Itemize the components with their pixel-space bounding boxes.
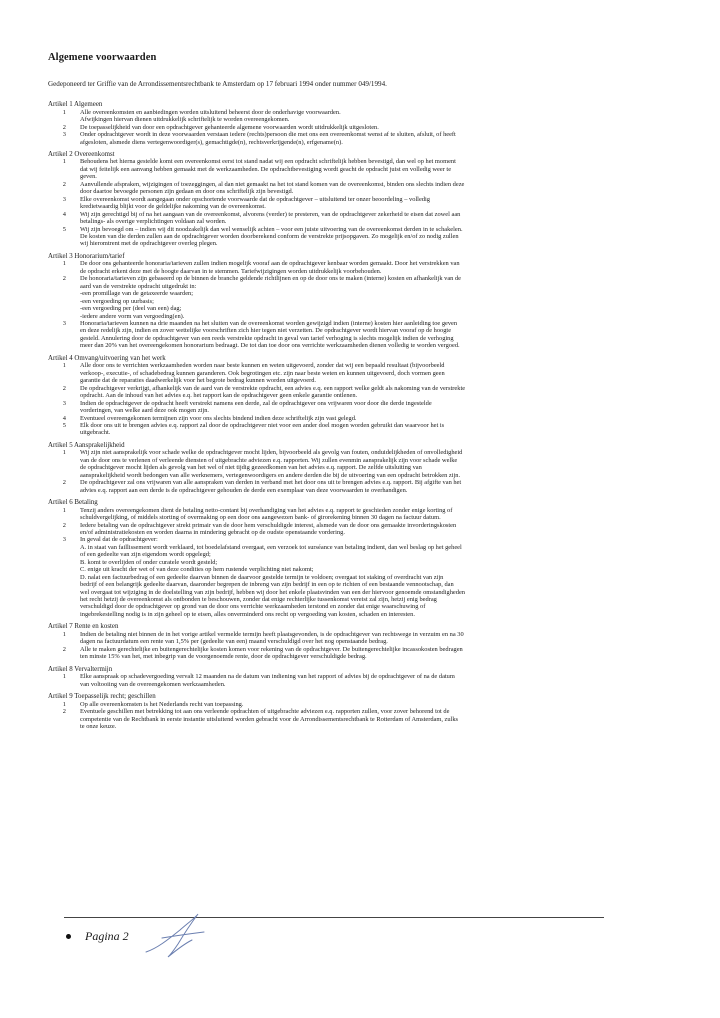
article-heading: Artikel 5 Aansprakelijkheid	[48, 441, 125, 449]
clause-line: verschuldigd door de opdrachtgever op grond van de door ons verrichte werkzaamheden terstond en zonder dat enige waarschuwing of	[80, 603, 426, 611]
clause-number: 2	[62, 521, 66, 529]
clause-number: 1	[62, 700, 66, 708]
clause-number: 1	[62, 108, 66, 116]
clause-line: dagen na factuurdatum een rente van 1,5% per (gedeelte van een) maand verschuldigd over het nog openstaande bedrag.	[80, 638, 388, 646]
clause-line: de opdracht erkent deze met de hoogte daarvan in te stemmen. Tariefwijzigingen worden uitdrukkelijk voorbehouden.	[80, 267, 382, 275]
clause-line: wel overgaat tot wijziging in de doelstelling van zijn bedrijf, hebben wij door het enkele plaatsvinden van een der hiervoor genoemde omstandigheden	[80, 588, 465, 596]
article-clause	[48, 131, 688, 146]
article-clause	[48, 449, 688, 479]
clause-line: aard van de verstrekte opdracht uitgedrukt in:	[80, 282, 197, 290]
clause-number: 2	[62, 384, 66, 392]
clause-line: de opdrachtgever mocht lijden als gevolg van het wel of niet tijdig gezeedkomen van het advies e.q. rapport. De zelfde uitsluiting van	[80, 464, 422, 472]
article-clause	[48, 708, 688, 730]
clause-text	[80, 320, 688, 350]
clause-text	[80, 226, 688, 248]
clause-line: van de door ons te verlenen of verleende diensten of uitgebrachte adviezen e.q. rapporten. Wij zullen evenmin aansprakelijk zijn voor schade welke	[80, 456, 458, 464]
clause-text	[80, 211, 688, 226]
clause-line: De toepasselijkheid van door een opdrachtgever gehanteerde algemene voorwaarden wordt uitdrukkelijk uitgesloten.	[80, 123, 379, 131]
clause-number: 1	[62, 260, 66, 268]
article-clause	[48, 646, 688, 661]
clause-text	[80, 131, 688, 146]
article-clause	[48, 673, 688, 688]
clause-line: en/of administratiekosten en worden daarna in mindering gebracht op de oudste openstaande vordering.	[80, 528, 345, 536]
clause-number: 1	[62, 449, 66, 457]
clause-line: C. enige uit kracht der wet of van deze condities op hem rustende verplichting niet nakomt;	[80, 566, 314, 574]
clause-line: garantie dat de reparaties daadwerkelijk voor het begrote bedrag kunnen worden uitgevoerd.	[80, 377, 317, 385]
article-clause	[48, 701, 688, 708]
clause-text	[80, 708, 688, 730]
clause-line: verkoop-, executie-, of schadebedrag kunnen garanderen. Ook begrotingen etc. zijn naar beste weten en kunnen uitgevoerd, doch vormen geen	[80, 369, 445, 377]
page-footer	[66, 929, 129, 944]
article-heading: Artikel 8 Vervaltermijn	[48, 665, 113, 673]
clause-line: Indien de betaling niet binnen de in het vorige artikel vermelde termijn heeft plaatsgevonden, is de opdrachtgever van rechtswege in verzuim en na 30	[80, 630, 464, 638]
clause-line: vorderingen, van welke aard deze ook mogen zijn.	[80, 407, 210, 415]
clause-text	[80, 631, 688, 646]
clause-line: schuldvergelijking, of middels storting of overmaking op een door ons aangewezen bank- of girorekening binnen 30 dagen na factuur datum.	[80, 514, 441, 522]
clause-text	[80, 479, 688, 494]
clause-line: Op alle overeenkomsten is het Nederlands recht van toepassing.	[80, 700, 244, 708]
article-clause	[48, 536, 688, 618]
clause-text	[80, 362, 688, 384]
clause-line: van voltooiing van de overeengekomen werkzaamheden.	[80, 680, 226, 688]
clause-number: 1	[62, 362, 66, 370]
article-section	[48, 693, 688, 731]
clause-text	[80, 196, 688, 211]
clause-number: 2	[62, 645, 66, 653]
clause-line: -een promillage van de getaxeerde waarden;	[80, 290, 194, 298]
clause-number: 3	[62, 536, 66, 544]
clause-line: gesteld. Annulering door de opdrachtgever van een reeds verstrekte opdracht in geval van tarief verhoging is slechts mogelijk indien de verhoging	[80, 334, 454, 342]
clause-line: B. komt te overlijden of onder curatele wordt gesteld;	[80, 558, 218, 566]
article-clause	[48, 320, 688, 350]
clause-number: 2	[62, 275, 66, 283]
signature-mark	[140, 908, 210, 960]
clause-line: Alle overeenkomsten en aanbiedingen worden uitsluitend beheerst door de onderhavige voorwaarden.	[80, 108, 341, 116]
clause-text	[80, 422, 688, 437]
clause-line: Wij zijn gerechtigd bij of na het aangaan van de overeenkomst, alvorens (verder) te presteren, van de opdrachtgever zekerheid te eisen dat zowel aan	[80, 210, 461, 218]
article-section	[48, 151, 688, 248]
clause-text	[80, 158, 688, 180]
clause-line: bedrijf of een belangrijk gedeelte daarvan, daaronder begrepen de inbreng van zijn bedrijf in een op te richten of een bestaande vennootschap, dan	[80, 581, 454, 589]
clause-text	[80, 109, 688, 124]
clause-line: afgesloten, alsmede diens vertegenwoordiger(s), gemachtigde(n), rechtsverkrijgende(n), erfgename(n).	[80, 138, 343, 146]
clause-text	[80, 522, 688, 537]
clause-line: De door ons gehanteerde honoraria/tarieven zullen indien mogelijk vooraf aan de opdrachtgever kenbaar worden gemaakt. Door het verstrekken van	[80, 260, 460, 268]
clause-line: opdracht. Aan de inhoud van het advies e.q. het rapport kan de opdrachtgever geen enkele garantie ontlenen.	[80, 392, 358, 400]
clause-line: Tenzij anders overeengekomen dient de betaling netto-contant bij overhandiging van het advies e.q. rapport te geschieden zonder enige korting of	[80, 506, 453, 514]
clause-line: De honoraria/tarieven zijn gebaseerd op de binnen de branche geldende richtlijnen en op de door ons te maken (interne) kosten en afhankelijk van de	[80, 275, 461, 283]
article-clause	[48, 226, 688, 248]
article-heading: Artikel 7 Rente en kosten	[48, 623, 119, 631]
clause-text	[80, 275, 688, 320]
article-clause	[48, 522, 688, 537]
clause-line: betalings- als overige verplichtingen voldaan zal worden.	[80, 218, 227, 226]
article-heading: Artikel 6 Betaling	[48, 498, 98, 506]
article-section	[48, 623, 688, 661]
clause-line: D. nalat een factuurbedrag of een gedeelte daarvan binnen de daarvoor gestelde termijn te voldoen; overgaat tot staking of overdracht van zijn	[80, 573, 444, 581]
clause-line: Alle door ons te verrichten werkzaamheden worden naar beste kunnen en weten uitgevoerd, zonder dat wij een bepaald resultaat (bijvoorbeeld	[80, 362, 445, 370]
clause-line: De kosten van die derden zullen aan de opdrachtgever worden doorberekend conform de verstrekte prijsopgaven. Zo mogelijk en/of zo nodig zullen	[80, 233, 459, 240]
clause-line: A. in staat van faillissement wordt verklaard, tot boedelafstand overgaat, een verzoek tot surséance van betaling indient, dan wel beslag op het geheel	[80, 543, 462, 551]
clause-number: 4	[62, 414, 66, 422]
article-clause	[48, 385, 688, 400]
article-section	[48, 253, 688, 350]
clause-line: Elke aanspraak op schadevergoeding vervalt 12 maanden na de datum van indiening van het rapport of advies bij de opdrachtgever of na de datum	[80, 673, 455, 681]
clause-text	[80, 507, 688, 522]
clause-line: advies e.q. rapport aan een derde is de opdrachtgever gehouden de derde een exemplaar van deze voorwaarden te overhandigen.	[80, 486, 408, 494]
clause-line: uitgebracht.	[80, 429, 111, 437]
clause-text	[80, 385, 688, 400]
clause-line: dat wij feitelijk een aanvang hebben gemaakt met de werkzaamheden. De opdrachtbevestiging wordt geacht de opdracht juist en volledig weer te	[80, 165, 452, 173]
clause-number: 2	[62, 180, 66, 188]
article-clause	[48, 211, 688, 226]
clause-number: 1	[62, 673, 66, 681]
article-clause	[48, 400, 688, 415]
clause-line: In geval dat de opdrachtgever:	[80, 536, 158, 544]
clause-line: Honoraria/tarieven kunnen na drie maanden na het sluiten van de overeenkomst worden gewijzigd indien (interne) kosten hier aanleiding toe geven	[80, 320, 458, 328]
article-clause	[48, 362, 688, 384]
clause-number: 5	[62, 225, 66, 233]
article-clause	[48, 415, 688, 422]
clause-line: het recht hetzij de overeenkomst als ontbonden te beschouwen, zonder dat enige rechterlijke tussenkomst vereist zal zijn, hetzij enig bedrag	[80, 596, 437, 604]
clause-line: Behoudens het hierna gestelde komt een overeenkomst eerst tot stand nadat wij een opdracht schriftelijk hebben bevestigd, dan wel op het moment	[80, 158, 456, 166]
clause-number: 5	[62, 421, 66, 429]
article-clause	[48, 109, 688, 124]
article-clause	[48, 422, 688, 437]
clause-number: 2	[62, 479, 66, 487]
clause-line: ingebrekestelling nodig is in zijn geheel op te eisen, alles onverminderd ons recht op vergoeding van kosten, schaden en interesten.	[80, 610, 415, 618]
article-heading: Artikel 9 Toepasselijk recht; geschillen	[48, 692, 156, 700]
article-clause	[48, 260, 688, 275]
clause-text	[80, 260, 688, 275]
clause-line: Eventueel overeengekomen termijnen zijn voor ons slechts bindend indien deze schriftelijk zijn vast gelegd.	[80, 414, 357, 422]
clause-number: 1	[62, 506, 66, 514]
clause-line: Eventuele geschillen met betrekking tot aan ons verleende opdrachten of uitgebrachte adviezen e.q. rapporten zullen, voor zover behorend tot de	[80, 708, 450, 716]
clause-text	[80, 124, 688, 131]
clause-line: Elke overeenkomst wordt aangegaan onder opschortende voorwaarde dat de opdrachtgever – uitsluitend ter onzer beoordeling – volledig	[80, 195, 430, 203]
clause-line: aansprakelijkheid wordt bedongen van alle werknemers, vertegenwoordigers en andere derden die bij de uitvoering van een opdracht betrokken zijn.	[80, 471, 461, 479]
clause-text	[80, 646, 688, 661]
clause-text	[80, 536, 688, 618]
clause-number: 4	[62, 210, 66, 218]
clause-line: geven.	[80, 173, 97, 181]
clause-line: door daartoe bevoegde personen zijn gedaan en door ons schriftelijk zijn bevestigd.	[80, 188, 294, 196]
article-heading: Artikel 2 Overeenkomst	[48, 150, 115, 158]
article-clause	[48, 181, 688, 196]
clause-text	[80, 415, 688, 422]
article-clause	[48, 507, 688, 522]
clause-line: -iedere andere vorm van vergoeding(en).	[80, 312, 185, 320]
article-clause	[48, 196, 688, 211]
clause-line: Wij zijn bevoegd om – indien wij dit noodzakelijk dan wel wenselijk achten – voor een juiste uitvoering van de overeenkomst derden in te schakelen.	[80, 225, 463, 233]
article-clause	[48, 158, 688, 180]
clause-text	[80, 701, 688, 708]
article-heading: Artikel 4 Omvang/uitvoering van het werk	[48, 354, 166, 362]
article-section	[48, 442, 688, 494]
clause-text	[80, 400, 688, 415]
clause-number: 3	[62, 399, 66, 407]
clause-line: competentie van de Rechtbank in eerste instantie uitsluitend worden gebracht voor de Arrondissementsrechtbank te Rotterdam of Amsterdam, zulks	[80, 715, 459, 723]
clause-line: Indien de opdrachtgever de opdracht heeft verstrekt namens een derde, zal de opdrachtgever ons vrijwaren voor door die derde ingestelde	[80, 399, 432, 407]
article-clause	[48, 124, 688, 131]
clause-line: wij hieromtrent met de opdrachtgever overleg plegen.	[80, 240, 218, 248]
document-title: Algemene voorwaarden	[48, 52, 157, 63]
clause-line: Afwijkingen hiervan dienen uitdrukkelijk schriftelijk te worden overeengekomen.	[80, 116, 290, 124]
clause-line: kredietwaardig blijkt voor de geldelijke nakoming van de overeenkomst.	[80, 203, 266, 211]
bullet-icon	[66, 934, 71, 939]
clause-number: 3	[62, 131, 66, 139]
clause-number: 1	[62, 158, 66, 166]
articles-list	[48, 101, 688, 735]
clause-line: Wij zijn niet aansprakelijk voor schade welke de opdrachtgever mocht lijden, bijvoorbeeld als gevolg van fouten, onduidelijkheden of onvolledigheid	[80, 449, 463, 457]
article-section	[48, 666, 688, 689]
article-section	[48, 101, 688, 146]
clause-line: -een vergoeding per (deel van een) dag;	[80, 305, 182, 313]
clause-text	[80, 449, 688, 479]
article-heading: Artikel 3 Honorarium/tarief	[48, 252, 125, 260]
clause-number: 2	[62, 708, 66, 716]
clause-line: -een vergoeding op uurbasis;	[80, 297, 154, 305]
clause-line: Alle te maken gerechtelijke en buitengerechtelijke kosten komen voor rekening van de opdrachtgever. De buitengerechtelijke incassokosten bedragen	[80, 645, 463, 653]
clause-line: Elk door ons uit te brengen advies e.q. rapport zal door de opdrachtgever niet voor een ander doel mogen worden gebruikt dan waarvoor het is	[80, 421, 445, 429]
article-clause	[48, 479, 688, 494]
clause-line: en deze redelijk zijn, indien en zover wettelijke voorschriften zich hier tegen niet verzetten. De opdrachtgever wordt hiervan vooraf op de hoogte	[80, 327, 452, 335]
clause-number: 3	[62, 320, 66, 328]
clause-line: te onze keuze.	[80, 722, 117, 730]
page-number: Pagina 2	[85, 929, 129, 943]
clause-line: meer dan 20% van het overeengekomen honorarium bedraagt. De tot dan toe door ons verrichte werkzaamheden dienen volledig te worden vergoed.	[80, 342, 460, 350]
article-section	[48, 355, 688, 437]
article-clause	[48, 275, 688, 320]
clause-line: ten minste 15% van het, met inbegrip van de voorgenoemde rente, door de opdrachtgever verschuldigde bedrag.	[80, 653, 367, 661]
clause-line: Onder opdrachtgever wordt in deze voorwaarden verstaan iedere (rechts)persoon die met ons een overeenkomst wenst af te sluiten, afsluit, of heeft	[80, 131, 456, 139]
article-section	[48, 499, 688, 619]
clause-line: Aanvullende afspraken, wijzigingen of toezeggingen, al dan niet gemaakt na het tot stand komen van de overeenkomst, binden ons slechts indien deze	[80, 180, 465, 188]
clause-line: De opdrachtgever zal ons vrijwaren van alle aanspraken van derden in verband met het door ons uit te brengen advies e.q. rapport. Bij afgifte van het	[80, 479, 462, 487]
clause-number: 1	[62, 630, 66, 638]
clause-line: Iedere betaling van de opdrachtgever strekt primair van de door hem verschuldigde interest, alsmede van de door ons gemaakte invorderingskosten	[80, 521, 457, 529]
deposit-statement: Gedeponeerd ter Griffie van de Arrondissementsrechtbank te Amsterdam op 17 februari 1994 onder nummer 049/1994.	[48, 80, 387, 88]
article-heading: Artikel 1 Algemeen	[48, 101, 103, 108]
clause-line: De opdrachtgever verkrijgt, afhankelijk van de aard van de verstrekte opdracht, een advies e.q. een rapport welke geldt als nakoming van de verstrekte	[80, 384, 466, 392]
clause-number: 2	[62, 123, 66, 131]
article-clause	[48, 631, 688, 646]
clause-text	[80, 673, 688, 688]
clause-text	[80, 181, 688, 196]
clause-line: of een gedeelte van zijn eigendom wordt opgelegd;	[80, 551, 211, 559]
clause-number: 3	[62, 195, 66, 203]
